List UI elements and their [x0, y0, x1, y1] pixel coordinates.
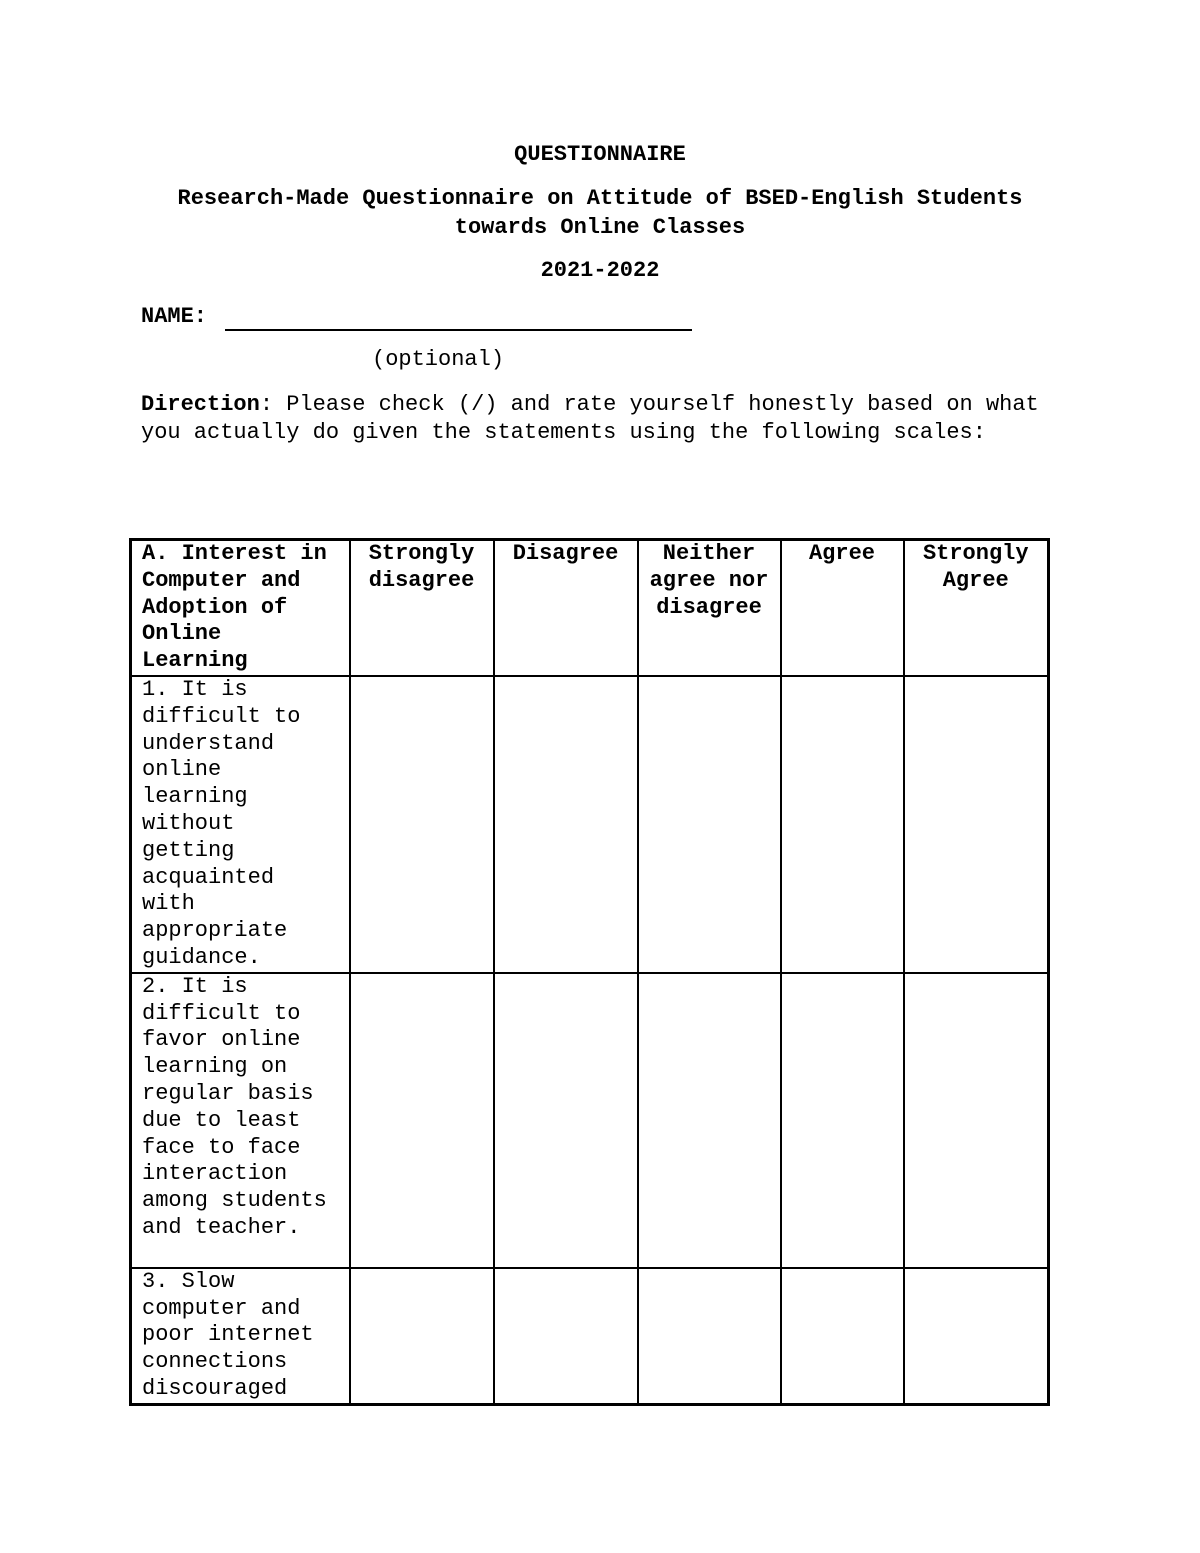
statement-cell: 1. It is difficult to understand online learning without getting acquainted with appropriate guidance.	[131, 676, 350, 973]
statement-cell: 2. It is difficult to favor online learning on regular basis due to least face to face interaction among students and teacher.	[131, 973, 350, 1268]
rating-cell-agree[interactable]	[781, 973, 904, 1268]
header-strongly-disagree: Strongly disagree	[350, 540, 494, 676]
rating-cell-strongly-disagree[interactable]	[350, 973, 494, 1268]
rating-cell-strongly-disagree[interactable]	[350, 676, 494, 973]
document-subtitle	[130, 184, 1070, 242]
table-row	[131, 676, 1049, 973]
header-disagree: Disagree	[494, 540, 638, 676]
statement-cell: 3. Slow computer and poor internet connections discouraged	[131, 1268, 350, 1404]
rating-cell-strongly-agree[interactable]	[904, 1268, 1049, 1404]
subtitle-line-1: Research-Made Questionnaire on Attitude of BSED-English Students	[177, 186, 1023, 211]
rating-table	[129, 538, 1050, 1406]
rating-cell-disagree[interactable]	[494, 973, 638, 1268]
table-header-row	[131, 540, 1049, 676]
rating-cell-strongly-disagree[interactable]	[350, 1268, 494, 1404]
direction-text: : Please check (/) and rate yourself honestly based on what you actually do given the statements using the following scales:	[141, 392, 1039, 445]
rating-cell-agree[interactable]	[781, 676, 904, 973]
document-title: QUESTIONNAIRE	[514, 142, 686, 167]
rating-cell-disagree[interactable]	[494, 676, 638, 973]
direction-paragraph	[141, 391, 1071, 447]
rating-cell-neither[interactable]	[638, 973, 781, 1268]
rating-cell-strongly-agree[interactable]	[904, 973, 1049, 1268]
subtitle-line-2: towards Online Classes	[454, 215, 746, 240]
header-agree: Agree	[781, 540, 904, 676]
rating-cell-agree[interactable]	[781, 1268, 904, 1404]
rating-cell-strongly-agree[interactable]	[904, 676, 1049, 973]
header-neither: Neither agree nor disagree	[638, 540, 781, 676]
rating-cell-disagree[interactable]	[494, 1268, 638, 1404]
name-label: NAME:	[141, 304, 208, 329]
rating-cell-neither[interactable]	[638, 1268, 781, 1404]
section-header: A. Interest in Computer and Adoption of Online Learning	[131, 540, 350, 676]
name-optional-note: (optional)	[372, 347, 505, 372]
name-field[interactable]	[141, 303, 701, 333]
table-row	[131, 973, 1049, 1268]
header-strongly-agree: Strongly Agree	[904, 540, 1049, 676]
name-blank-line[interactable]	[225, 329, 692, 331]
table-row	[131, 1268, 1049, 1404]
school-year: 2021-2022	[540, 258, 660, 283]
rating-cell-neither[interactable]	[638, 676, 781, 973]
direction-label: Direction	[141, 392, 260, 417]
